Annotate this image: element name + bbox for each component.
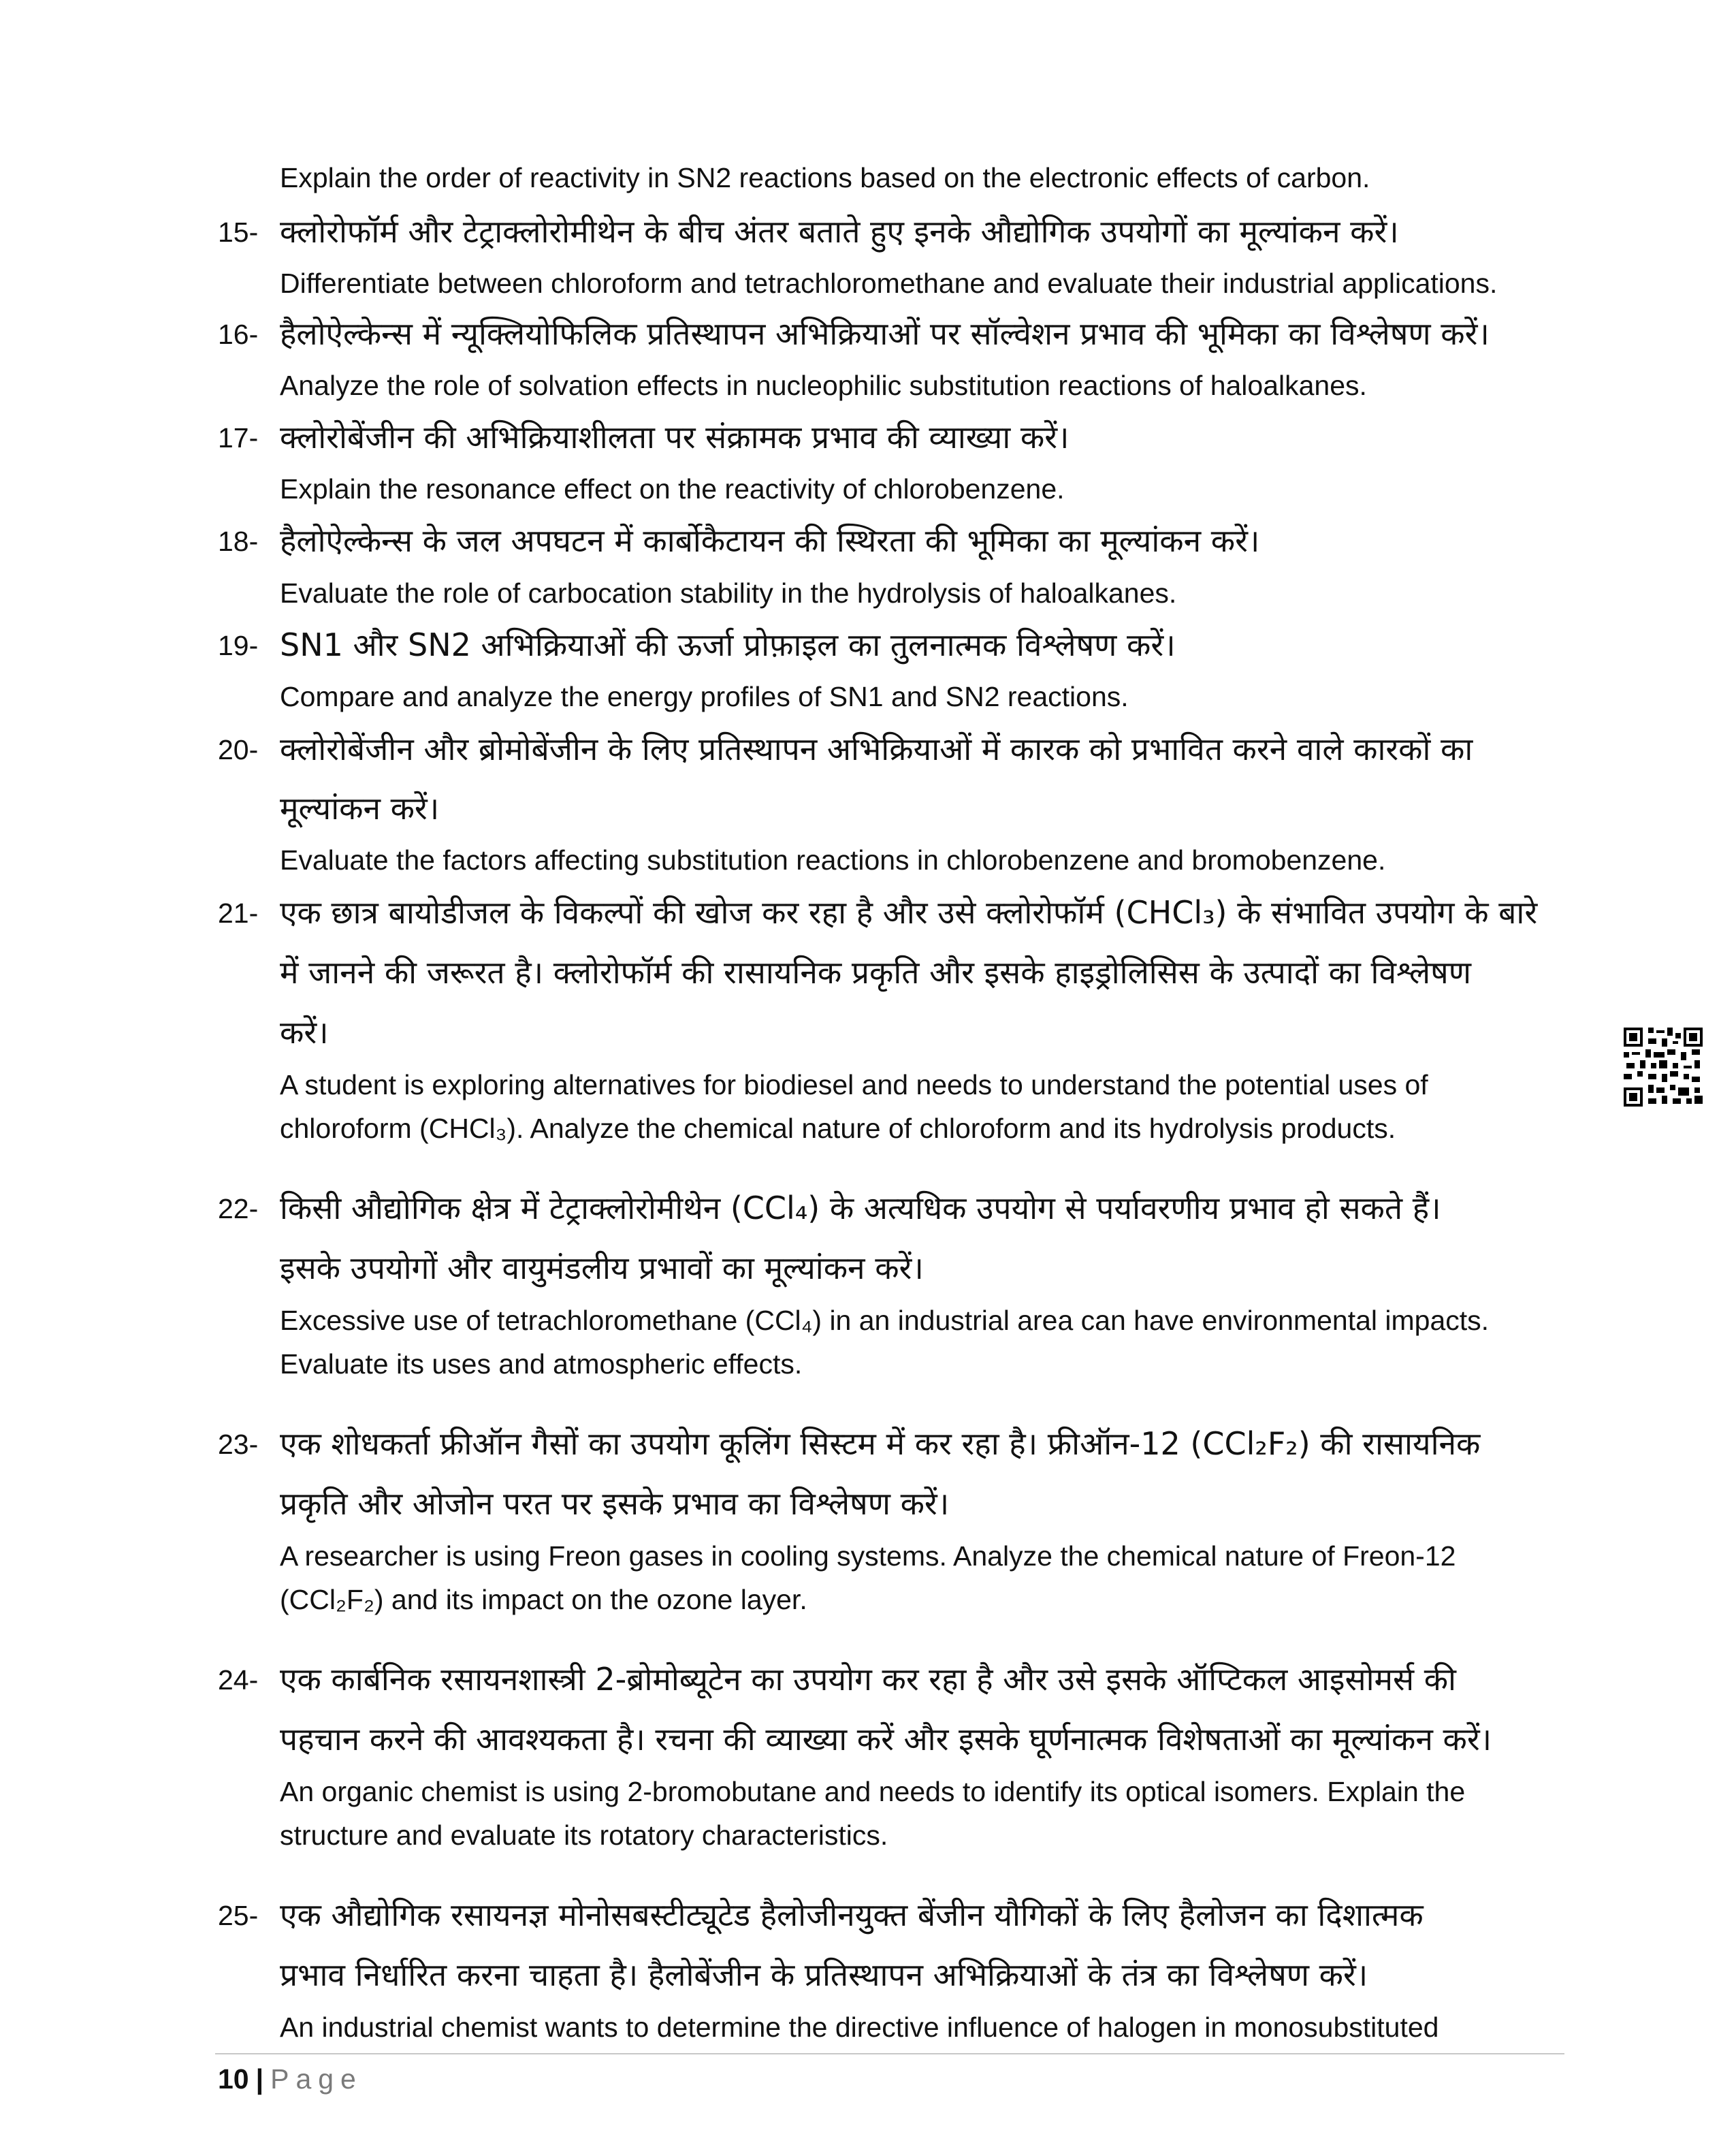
question-hindi-line: हैलोऐल्केन्स के जल अपघटन में कार्बोकैटायन की स्थिरता की भूमिका का मूल्यांकन करें।: [280, 522, 1260, 559]
question-hindi-line: क्लोरोबेंजीन की अभिक्रियाशीलता पर संक्रामक प्रभाव की व्याख्या करें।: [280, 419, 1070, 456]
question-hindi-line: एक शोधकर्ता फ्रीऑन गैसों का उपयोग कूलिंग सिस्टम में कर रहा है। फ्रीऑन-12 (CCl₂F₂) की रासायनिक: [280, 1425, 1481, 1462]
question-number: 23-: [218, 1429, 259, 1460]
question-hindi-line: एक औद्योगिक रसायनज्ञ मोनोसबस्टीट्यूटेड हैलोजीनयुक्त बेंजीन यौगिकों के लिए हैलोजन का दिशात्मक: [280, 1896, 1424, 1933]
question-number: 20-: [218, 734, 259, 765]
question-english-line: Differentiate between chloroform and tetrachloromethane and evaluate their industrial applications.: [280, 268, 1498, 299]
question-hindi-line: क्लोरोफॉर्म और टेट्राक्लोरोमीथेन के बीच अंतर बताते हुए इनके औद्योगिक उपयोगों का मूल्यांकन करें।: [280, 213, 1399, 250]
page-footer: [218, 2063, 363, 2095]
question-english-line: Analyze the role of solvation effects in nucleophilic substitution reactions of haloalkanes.: [280, 370, 1367, 401]
question-hindi-line: में जानने की जरूरत है। क्लोरोफॉर्म की रासायनिक प्रकृति और इसके हाइड्रोलिसिस के उत्पादों का विश्लेषण: [280, 954, 1472, 991]
question-hindi-line: SN1 और SN2 अभिक्रियाओं की ऊर्जा प्रोफ़ाइल का तुलनात्मक विश्लेषण करें।: [280, 626, 1176, 663]
question-english-line: Excessive use of tetrachloromethane (CCl₄) in an industrial area can have environmental impacts.: [280, 1305, 1490, 1336]
question-english-line: chloroform (CHCl₃). Analyze the chemical nature of chloroform and its hydrolysis products.: [280, 1113, 1396, 1144]
page-number: 10: [218, 2063, 249, 2095]
qr-code-icon: [1624, 1027, 1703, 1107]
question-english-line: structure and evaluate its rotatory characteristics.: [280, 1820, 888, 1851]
question-english-line: An organic chemist is using 2-bromobutane and needs to identify its optical isomers. Explain the: [280, 1776, 1466, 1807]
question-number: 17-: [218, 422, 259, 454]
footer-separator: |: [255, 2063, 264, 2095]
question-number: 24-: [218, 1664, 259, 1696]
question-english-line: A student is exploring alternatives for biodiesel and needs to understand the potential uses of: [280, 1069, 1428, 1100]
question-english-line: Evaluate its uses and atmospheric effects.: [280, 1348, 803, 1380]
question-hindi-line: एक कार्बनिक रसायनशास्त्री 2-ब्रोमोब्यूटेन का उपयोग कर रहा है और उसे इसके ऑप्टिकल आइसोमर्स की: [280, 1661, 1456, 1698]
footer-divider: [215, 2053, 1564, 2054]
question-english-line: Evaluate the role of carbocation stability in the hydrolysis of haloalkanes.: [280, 577, 1177, 609]
question-hindi-line: किसी औद्योगिक क्षेत्र में टेट्राक्लोरोमीथेन (CCl₄) के अत्यधिक उपयोग से पर्यावरणीय प्रभाव हो सकते हैं।: [280, 1190, 1441, 1226]
question-number: 21-: [218, 897, 259, 929]
question-english-line: (CCl₂F₂) and its impact on the ozone layer.: [280, 1584, 807, 1615]
page-label: Page: [270, 2063, 363, 2095]
question-english-line: A researcher is using Freon gases in cooling systems. Analyze the chemical nature of Freon-12: [280, 1540, 1456, 1572]
question-hindi-line: करें।: [280, 1014, 329, 1051]
question-hindi-line: मूल्यांकन करें।: [280, 790, 440, 827]
question-number: 25-: [218, 1900, 259, 1931]
question-number: 16-: [218, 319, 259, 350]
intro-text: Explain the order of reactivity in SN2 reactions based on the electronic effects of carbon.: [280, 162, 1370, 193]
question-english-line: An industrial chemist wants to determine the directive influence of halogen in monosubstituted: [280, 2012, 1439, 2043]
question-english-line: Evaluate the factors affecting substitution reactions in chlorobenzene and bromobenzene.: [280, 844, 1386, 876]
question-english-line: Explain the resonance effect on the reactivity of chlorobenzene.: [280, 473, 1065, 505]
question-english-line: Compare and analyze the energy profiles of SN1 and SN2 reactions.: [280, 681, 1129, 712]
question-hindi-line: हैलोऐल्केन्स में न्यूक्लियोफिलिक प्रतिस्थापन अभिक्रियाओं पर सॉल्वेशन प्रभाव की भूमिका का विश्लेषण करें।: [280, 315, 1490, 352]
question-hindi-line: प्रभाव निर्धारित करना चाहता है। हैलोबेंजीन के प्रतिस्थापन अभिक्रियाओं के तंत्र का विश्लेषण करें।: [280, 1956, 1368, 1993]
question-hindi-line: प्रकृति और ओजोन परत पर इसके प्रभाव का विश्लेषण करें।: [280, 1485, 950, 1522]
question-hindi-line: क्लोरोबेंजीन और ब्रोमोबेंजीन के लिए प्रतिस्थापन अभिक्रियाओं में कारक को प्रभावित करने वाले कारकों का: [280, 731, 1473, 767]
question-number: 15-: [218, 217, 259, 248]
question-hindi-line: एक छात्र बायोडीजल के विकल्पों की खोज कर रहा है और उसे क्लोरोफॉर्म (CHCl₃) के संभावित उपयोग के बारे: [280, 894, 1538, 931]
question-number: 22-: [218, 1193, 259, 1224]
question-number: 18-: [218, 526, 259, 557]
question-number: 19-: [218, 630, 259, 661]
question-hindi-line: पहचान करने की आवश्यकता है। रचना की व्याख्या करें और इसके घूर्णनात्मक विशेषताओं का मूल्यांकन करें।: [280, 1721, 1492, 1758]
question-hindi-line: इसके उपयोगों और वायुमंडलीय प्रभावों का मूल्यांकन करें।: [280, 1250, 924, 1286]
